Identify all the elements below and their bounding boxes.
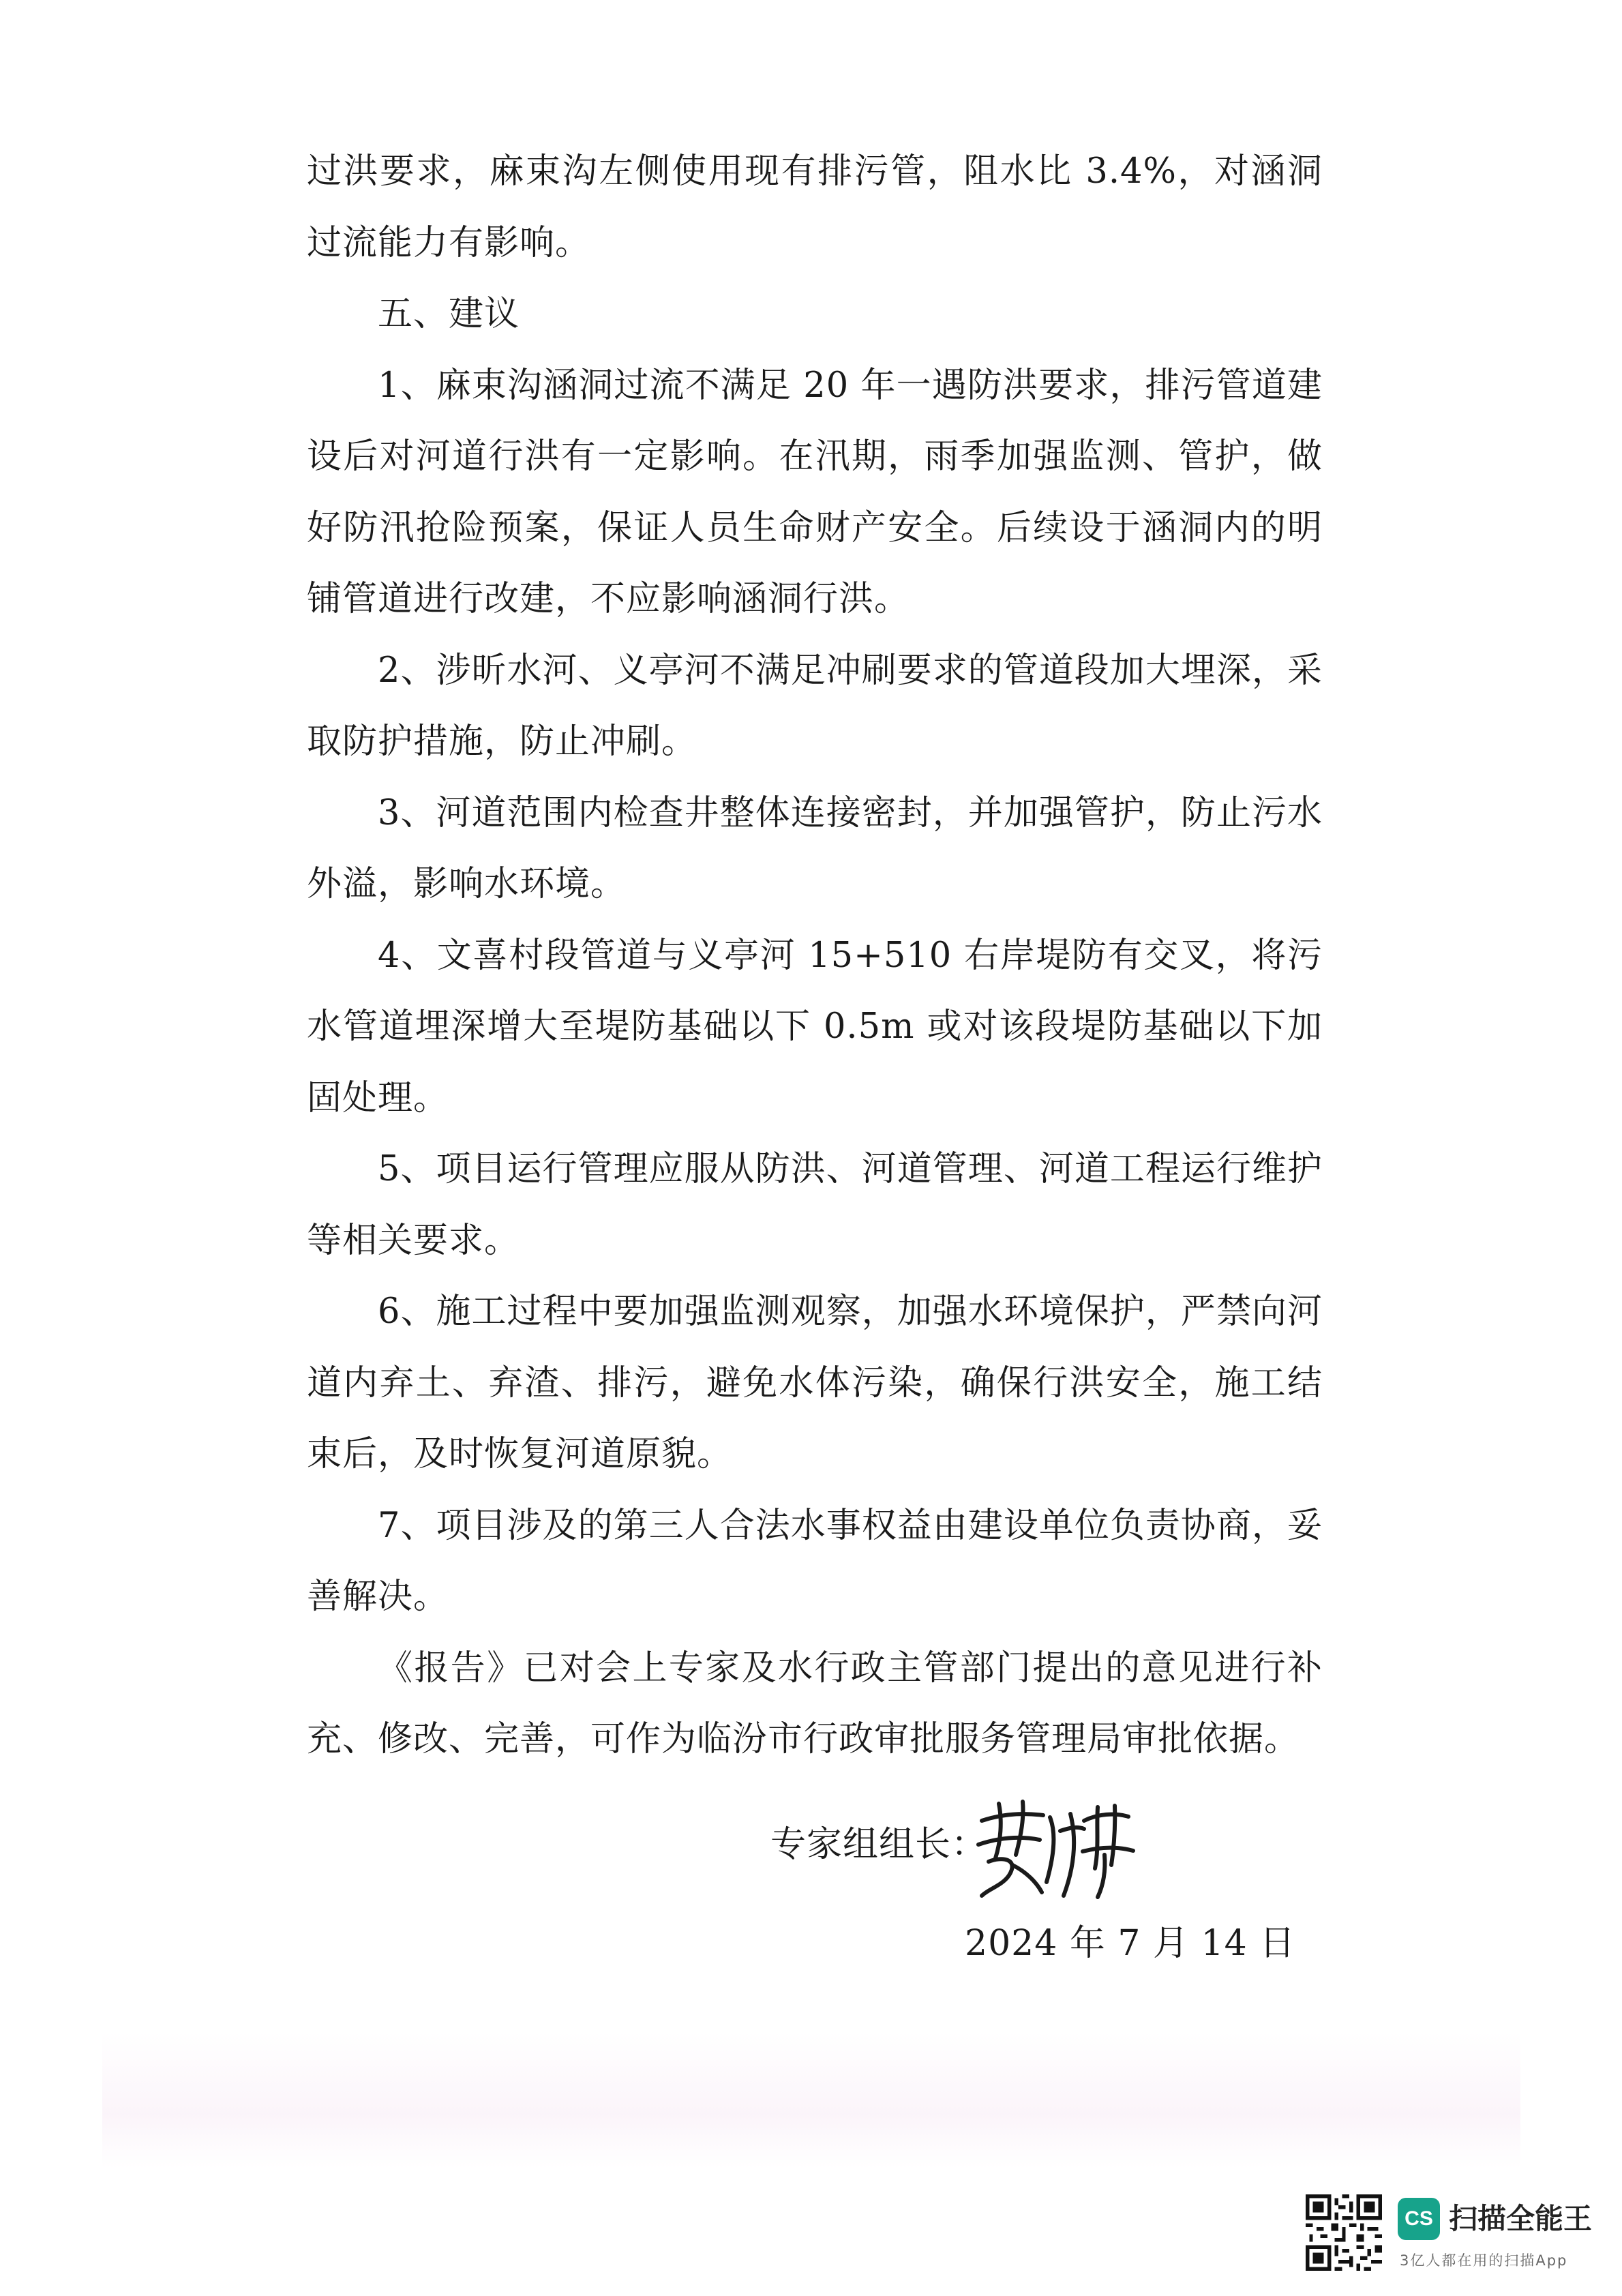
suggestion-item-2: 2、涉昕水河、义亭河不满足冲刷要求的管道段加大埋深，采取防护措施，防止冲刷。 [307, 650, 1323, 762]
scanner-app-watermark [1306, 2194, 1592, 2283]
suggestion-item-5: 5、项目运行管理应服从防洪、河道管理、河道工程运行维护等相关要求。 [307, 1149, 1323, 1261]
section-heading-suggestions: 五、建议 [378, 294, 520, 334]
signer-label: 专家组组长： [770, 1824, 988, 1865]
suggestion-item-1: 1、麻束沟涵洞过流不满足 20 年一遇防洪要求，排污管道建设后对河道行洪有一定影响。在汛期，雨季加强监测、管护，做好防汛抢险预案，保证人员生命财产安全。后续设于涵洞内的明铺管道进行改建，不应影响涵洞行洪。 [307, 365, 1323, 619]
scanner-app-tagline: 3亿人都在用的扫描App [1400, 2252, 1568, 2269]
suggestion-item-4: 4、文喜村段管道与义亭河 15+510 右岸堤防有交叉，将污水管道埋深增大至堤防基础以下 0.5m 或对该段堤防基础以下加固处理。 [307, 935, 1323, 1118]
handwritten-signature [961, 1793, 1139, 1903]
qr-code-icon [1306, 2194, 1382, 2271]
scan-stain [102, 2032, 1520, 2168]
paragraph-continuation: 过洪要求，麻束沟左侧使用现有排污管，阻水比 3.4%，对涵洞过流能力有影响。 [307, 151, 1323, 263]
scanner-app-name: 扫描全能王 [1449, 2202, 1593, 2235]
suggestion-item-3: 3、河道范围内检查井整体连接密封，并加强管护，防止污水外溢，影响水环境。 [307, 792, 1323, 904]
signing-date: 2024 年 7 月 14 日 [965, 1923, 1296, 1964]
document-body [307, 136, 1323, 1776]
closing-paragraph: 《报告》已对会上专家及水行政主管部门提出的意见进行补充、修改、完善，可作为临汾市行政审批服务管理局审批依据。 [307, 1648, 1323, 1759]
suggestion-item-6: 6、施工过程中要加强监测观察，加强水环境保护，严禁向河道内弃土、弃渣、排污，避免水体污染，确保行洪安全，施工结束后，及时恢复河道原貌。 [307, 1292, 1323, 1474]
camscanner-logo-icon: CS [1398, 2198, 1440, 2240]
suggestion-item-7: 7、项目涉及的第三人合法水事权益由建设单位负责协商，妥善解决。 [307, 1505, 1323, 1617]
